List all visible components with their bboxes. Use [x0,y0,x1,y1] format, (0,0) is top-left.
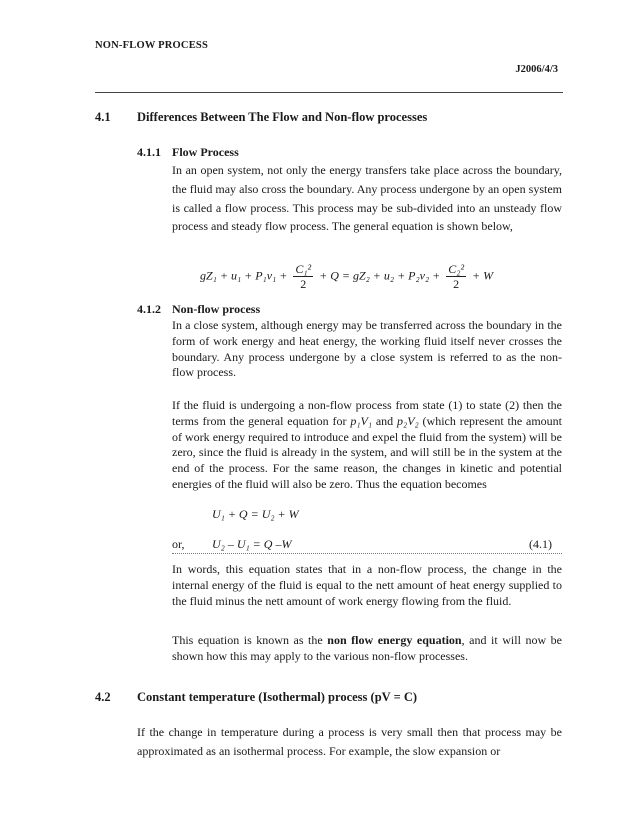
equation-underline [172,553,562,554]
section-title: Constant temperature (Isothermal) process (pV = C) [137,690,418,704]
subsection-number: 4.1.1 [137,145,161,159]
term-p2v2: p₂V₂ [397,413,419,428]
paragraph-text: This equation is known as the [172,633,328,647]
fraction-numerator: C₂² [448,262,465,276]
subsection-title: Non-flow process [172,302,261,316]
fraction-c1 [293,262,313,291]
equation-lhs: gZ₁ + u₁ + P₁v₁ + [200,268,288,283]
fraction-denominator: 2 [453,277,460,291]
paragraph-text: and [372,413,398,428]
fraction-c2 [446,262,466,291]
non-flow-paragraph-2 [172,398,562,493]
flow-process-paragraph: In an open system, not only the energy transfers take place across the boundary, the fluid may also cross the boundary. Any process undergone by an open system is called a flow process. This process may be sub-divided into an unsteady flow process and steady flow process. The general equation is shown below, [172,163,562,234]
paragraph-text: (which represent the amount of work energy required to introduce and expel the fluid from the system) will be zero, since the fluid is already in the system, and will still be in the system at the end of the process. For the same reason, the changes in kinetic and potential energies of the fluid will also be zero. Thus the equation becomes [172,413,563,491]
section-number: 4.1 [95,110,111,124]
subsection-number: 4.1.2 [137,302,161,316]
equation-rhs: + W [472,268,494,283]
page-code: J2006/4/3 [515,64,558,75]
running-header-title: NON-FLOW PROCESS [95,40,208,51]
non-flow-energy-equation: U₂ – U₁ = Q –W [212,537,292,551]
header-rule [95,92,563,93]
paragraph-text: , and it will now be shown how this may apply to the various non-flow processes. [172,633,563,663]
non-flow-paragraph-4 [172,633,562,665]
equation-or-label: or, [172,537,185,551]
fraction-denominator: 2 [300,277,307,291]
non-flow-paragraph-1: In a close system, although energy may be transferred across the boundary in the form of work energy and heat energy, the working fluid itself never crosses the boundary. Any process undergone by a close system is referred to as the non-flow process. [172,318,562,380]
equation-number: (4.1) [529,537,552,551]
subsection-title: Flow Process [172,145,239,159]
section-title: Differences Between The Flow and Non-flow processes [137,110,428,124]
section-number: 4.2 [95,690,111,704]
fraction-numerator: C₁² [295,262,312,276]
equation-middle: + Q = gZ₂ + u₂ + P₂v₂ + [319,268,441,283]
non-flow-paragraph-3: In words, this equation states that in a non-flow process, the change in the internal energy of the fluid is equal to the nett amount of heat energy supplied to the fluid minus the nett amount of work energy flowing from the fluid. [172,562,562,608]
energy-balance-equation: U₁ + Q = U₂ + W [212,507,299,521]
isothermal-paragraph: If the change in temperature during a process is very small then that process may be approximated as an isothermal process. For example, the slow expansion or [137,725,562,758]
term-p1v1: p₁V₁ [350,413,372,428]
general-energy-equation [200,262,493,291]
paragraph-text: If the fluid is undergoing a non-flow process from state (1) to state (2) then the terms from the general equation for [172,398,562,428]
bold-term: non flow energy equation [327,633,462,647]
